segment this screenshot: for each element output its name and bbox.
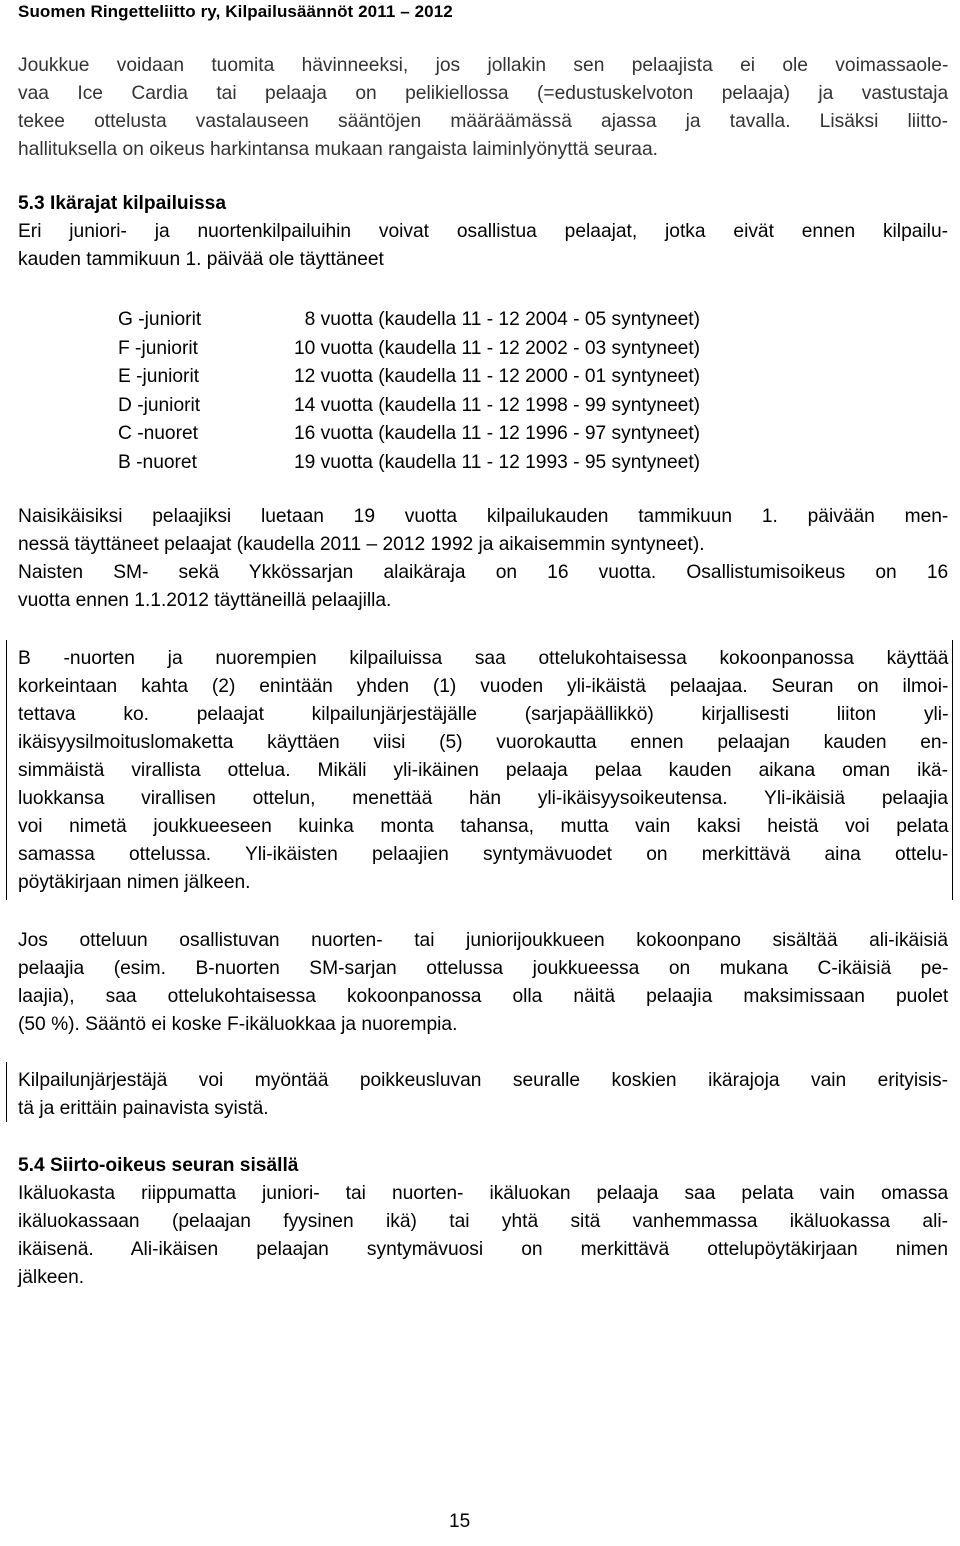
section-heading: 5.3 Ikärajat kilpailuissa	[18, 193, 226, 214]
text-line: tekee ottelusta vastalauseen sääntöjen määräämässä ajassa ja tavalla. Lisäksi liitto-	[18, 111, 948, 132]
text-line: kauden tammikuun 1. päivää ole täyttäneet	[18, 249, 384, 270]
age-limit-table	[118, 306, 854, 478]
age-class: E -juniorit	[118, 366, 200, 388]
revision-bar-right	[952, 640, 953, 900]
paragraph-exemption	[18, 1067, 948, 1123]
table-row	[118, 392, 854, 421]
text-line: hallituksella on oikeus harkintansa mukaan rangaista laiminlyönyttä seuraa.	[18, 139, 658, 160]
text-line: Naisten SM- sekä Ykkössarjan alaikäraja on 16 vuotta. Osallistumisoikeus on 16	[18, 562, 949, 583]
table-row	[118, 449, 854, 478]
text-line: tä ja erittäin painavista syistä.	[18, 1098, 269, 1119]
age-rule: 16 vuotta (kaudella 11 - 12 1996 - 97 syntyneet)	[294, 423, 701, 445]
age-rule: 8 vuotta (kaudella 11 - 12 2004 - 05 syntyneet)	[294, 309, 701, 330]
text-line: korkeintaan kahta (2) enintään yhden (1) vuoden yli-ikäistä pelaajaa. Seuran on ilmoi-	[18, 676, 949, 697]
paragraph-women-age	[18, 503, 948, 615]
text-line: ikäisyysilmoituslomaketta käyttäen viisi (5) vuorokautta ennen pelaajan kauden en-	[18, 732, 948, 753]
section-heading: 5.4 Siirto-oikeus seuran sisällä	[18, 1155, 299, 1176]
text-line: tettava ko. pelaajat kilpailunjärjestäjälle (sarjapäällikkö) kirjallisesti liiton yli-	[18, 704, 949, 725]
text-line: nessä täyttäneet pelaajat (kaudella 2011 – 2012 1992 ja aikaisemmin syntyneet).	[18, 534, 705, 555]
age-class: B -nuoret	[118, 451, 197, 473]
paragraph-forfeit	[18, 52, 948, 164]
text-line: B -nuorten ja nuorempien kilpailuissa saa ottelukohtaisessa kokoonpanossa käyttää	[18, 648, 949, 669]
text-line: Joukkue voidaan tuomita hävinneeksi, jos jollakin sen pelaajista ei ole voimassaole-	[18, 55, 949, 76]
text-line: Eri juniori- ja nuortenkilpailuihin voivat osallistua pelaajat, jotka eivät ennen kilpailu-	[18, 221, 949, 242]
text-line: samassa ottelussa. Yli-ikäisten pelaajien syntymävuodet on merkittävä aina ottelu-	[18, 844, 949, 865]
text-line: Jos otteluun osallistuvan nuorten- tai juniorijoukkueen kokoonpano sisältää ali-ikäisiä	[18, 930, 948, 951]
table-row	[118, 335, 854, 364]
running-header: Suomen Ringetteliitto ry, Kilpailusäännöt 2011 – 2012	[18, 2, 453, 21]
text-line: simmäistä virallista ottelua. Mikäli yli-ikäinen pelaaja pelaa kauden aikana oman ikä-	[18, 760, 948, 781]
age-rule: 12 vuotta (kaudella 11 - 12 2000 - 01 syntyneet)	[294, 366, 701, 388]
page-number: 15	[449, 1511, 471, 1532]
age-rule: 19 vuotta (kaudella 11 - 12 1993 - 95 syntyneet)	[294, 451, 701, 473]
text-line: laajia), saa ottelukohtaisessa kokoonpanossa olla näitä pelaajia maksimissaan puolet	[18, 986, 949, 1007]
paragraph-underage-players	[18, 927, 948, 1039]
age-class: C -nuoret	[118, 423, 198, 445]
text-line: jälkeen.	[18, 1267, 85, 1288]
text-line: Naisikäisiksi pelaajiksi luetaan 19 vuotta kilpailukauden tammikuun 1. päivään men-	[18, 506, 949, 527]
age-rule: 14 vuotta (kaudella 11 - 12 1998 - 99 syntyneet)	[294, 394, 701, 416]
text-line: ikäluokassaan (pelaajan fyysinen ikä) tai yhtä sitä vanhemmassa ikäluokassa ali-	[18, 1211, 948, 1232]
revision-bar-left	[6, 1062, 7, 1122]
text-line: Kilpailunjärjestäjä voi myöntää poikkeusluvan seuralle koskien ikärajoja vain erityisis-	[18, 1070, 948, 1091]
text-line: luokkansa virallisen ottelun, menettää hän yli-ikäisyysoikeutensa. Yli-ikäisiä pelaajia	[18, 788, 948, 809]
text-line: vuotta ennen 1.1.2012 täyttäneillä pelaajilla.	[18, 590, 392, 611]
section-5-4	[18, 1152, 948, 1292]
table-row	[118, 306, 854, 335]
age-rule: 10 vuotta (kaudella 11 - 12 2002 - 03 syntyneet)	[294, 337, 701, 359]
text-line: Ikäluokasta riippumatta juniori- tai nuorten- ikäluokan pelaaja saa pelata vain omassa	[18, 1183, 949, 1204]
revision-bar-left	[6, 640, 7, 900]
text-line: voi nimetä joukkueeseen kuinka monta tahansa, mutta vain kaksi heistä voi pelata	[18, 816, 949, 837]
paragraph-overage-players	[18, 645, 948, 897]
age-class: G -juniorit	[118, 309, 202, 330]
text-line: (50 %). Sääntö ei koske F-ikäluokkaa ja nuorempia.	[18, 1014, 458, 1035]
text-line: pelaajia (esim. B-nuorten SM-sarjan ottelussa joukkueessa on mukana C-ikäisiä pe-	[18, 958, 949, 979]
text-line: vaa Ice Cardia tai pelaaja on pelikiellossa (=edustuskelvoton pelaaja) ja vastustaja	[18, 83, 949, 104]
age-class: F -juniorit	[118, 337, 198, 359]
text-line: ikäisenä. Ali-ikäisen pelaajan syntymävuosi on merkittävä ottelupöytäkirjaan nimen	[18, 1239, 948, 1260]
text-line: pöytäkirjaan nimen jälkeen.	[18, 872, 251, 893]
age-class: D -juniorit	[118, 394, 201, 416]
section-5-3	[18, 190, 948, 274]
table-row	[118, 420, 854, 449]
table-row	[118, 363, 854, 392]
